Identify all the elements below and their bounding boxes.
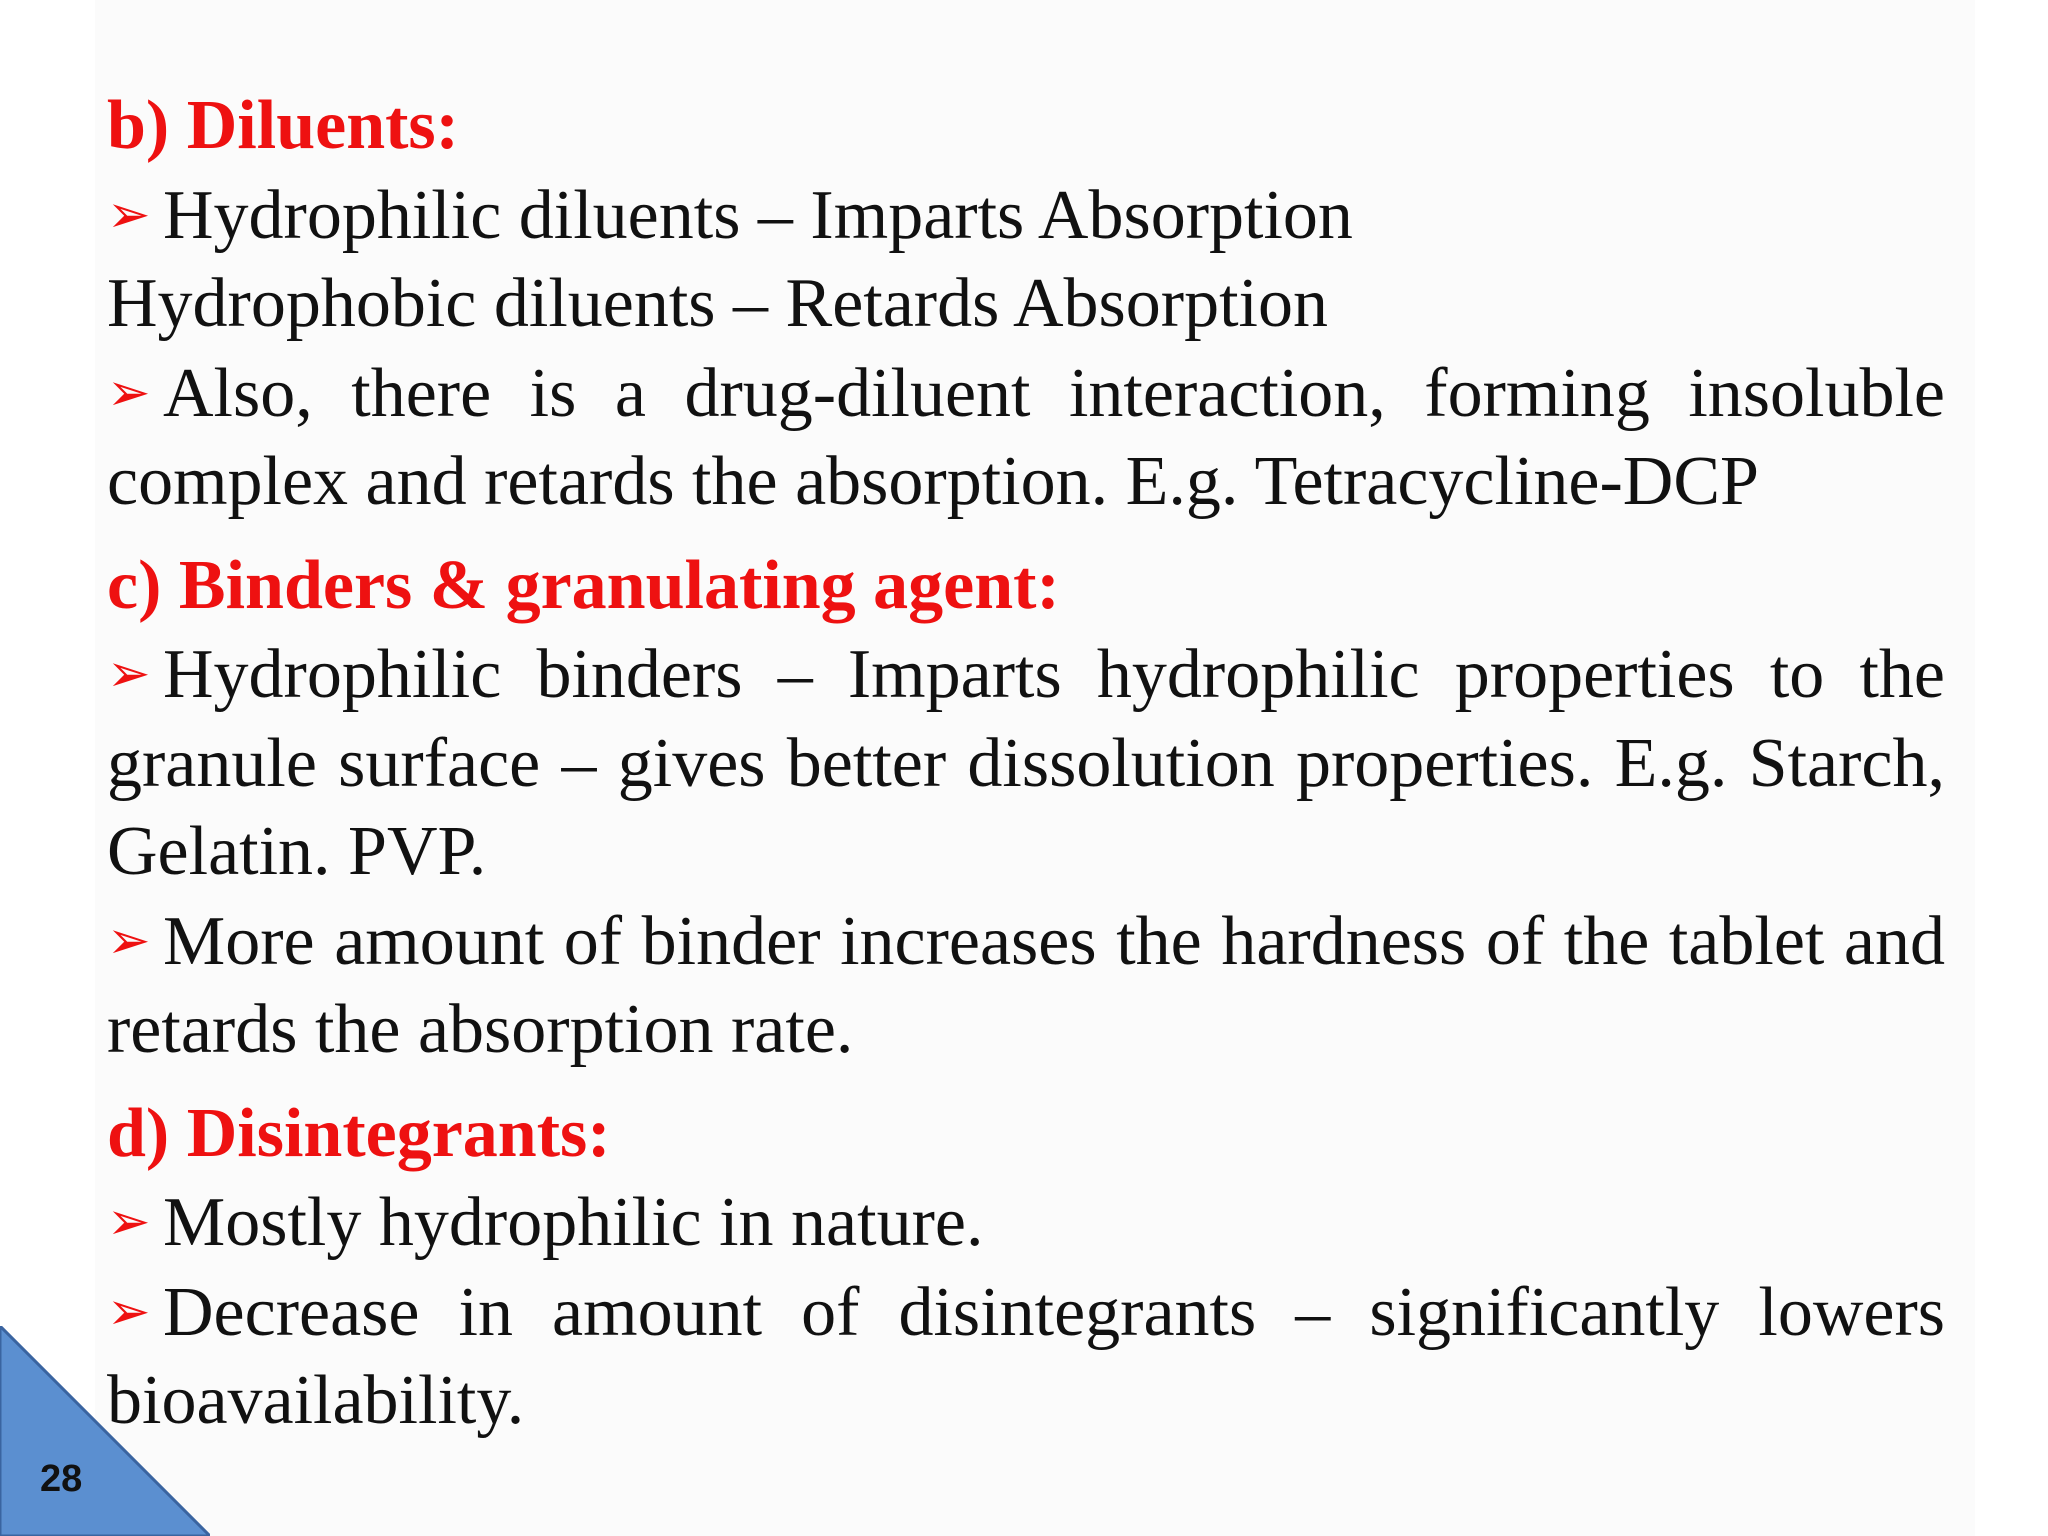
section-spacer (107, 527, 1945, 542)
disintegrants-bullet-1-text: Mostly hydrophilic in nature. (163, 1184, 984, 1261)
diluents-bullet-2 (107, 349, 1945, 527)
diluents-bullet-1-text: Hydrophilic diluents – Imparts Absorption (163, 176, 1353, 254)
disintegrants-bullet-1 (107, 1178, 1945, 1268)
arrow-bullet-icon: ➢ (107, 910, 151, 971)
binders-bullet-1-text: Hydrophilic binders – Imparts hydrophilic properties to the granule surface – gives better dissolution properties. E.g. Starch, Gelatin. PVP. (107, 636, 1945, 890)
slide-number: 28 (40, 1458, 83, 1500)
heading-diluents: b) Diluents: (107, 87, 459, 164)
binders-bullet-2 (107, 897, 1945, 1075)
heading-binders: c) Binders & granulating agent: (107, 546, 1060, 624)
diluents-bullet-2-text: Also, there is a drug-diluent interaction, forming insoluble complex and retards the absorption. E.g. Tetracycline-DCP (107, 354, 1945, 520)
corner-triangle-decoration (0, 1326, 210, 1536)
section-spacer (107, 1075, 1945, 1090)
diluents-bullet-1 (107, 171, 1945, 261)
binders-bullet-1 (107, 630, 1945, 897)
binders-bullet-2-text: More amount of binder increases the hardness of the tablet and retards the absorption rate. (107, 902, 1945, 1068)
arrow-bullet-icon: ➢ (107, 1192, 151, 1252)
arrow-bullet-icon: ➢ (107, 362, 151, 423)
arrow-bullet-icon: ➢ (107, 644, 151, 704)
arrow-bullet-icon: ➢ (107, 1281, 151, 1342)
corner-triangle (0, 1326, 210, 1536)
arrow-bullet-icon: ➢ (107, 184, 151, 245)
disintegrants-bullet-2 (107, 1268, 1945, 1446)
heading-disintegrants: d) Disintegrants: (107, 1094, 611, 1172)
slide-body (107, 82, 1945, 1446)
disintegrants-bullet-2-text: Decrease in amount of disintegrants – significantly lowers bioavailability. (107, 1273, 1945, 1439)
diluents-line-2: Hydrophobic diluents – Retards Absorption (107, 265, 1329, 342)
